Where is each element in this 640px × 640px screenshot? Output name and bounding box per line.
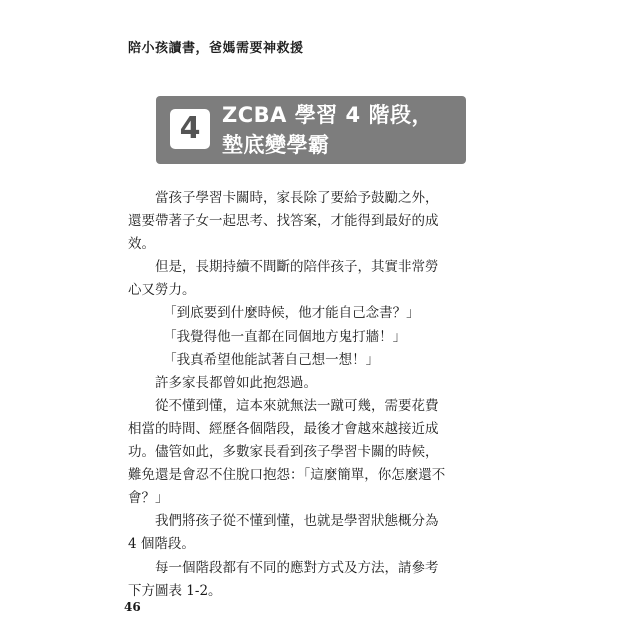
chapter-title-line-1: ZCBA 學習 4 階段， — [222, 103, 433, 127]
running-header: 陪小孩讀書，爸媽需要神救援 — [128, 41, 304, 56]
chapter-title-line-2: 墊底變學霸 — [222, 133, 330, 157]
chapter-banner — [156, 96, 466, 164]
quote-paragraph: 「到底要到什麼時候，他才能自己念書？」 — [163, 305, 420, 322]
body-text — [128, 187, 448, 603]
quote-paragraph: 「我真希望他能試著自己想一想！」 — [163, 351, 380, 368]
paragraph: 許多家長都曾如此抱怨過。 — [155, 374, 317, 391]
paragraph: 我們將孩子從不懂到懂，也就是學習狀態概分為 4 個階段。 — [128, 513, 439, 553]
quote-paragraph: 「我覺得他一直都在同個地方鬼打牆！」 — [163, 328, 407, 345]
paragraph: 每一個階段都有不同的應對方式及方法，請參考下方圖表 1-2。 — [128, 559, 439, 599]
paragraph: 從不懂到懂，這本來就無法一蹴可幾，需要花費相當的時間、經歷各個階段，最後才會越來越接近成功。儘管如此，多數家長看到孩子學習卡關的時候，難免還是會忍不住脫口抱怨：「這麼簡單，你怎麼還不會？」 — [128, 397, 446, 507]
paragraph: 當孩子學習卡關時，家長除了要給予鼓勵之外，還要帶著子女一起思考、找答案，才能得到最好的成效。 — [128, 190, 439, 253]
paragraph: 但是，長期持續不間斷的陪伴孩子，其實非常勞心又勞力。 — [128, 259, 439, 299]
chapter-number: 4 — [170, 109, 210, 149]
page-number: 46 — [124, 600, 141, 614]
